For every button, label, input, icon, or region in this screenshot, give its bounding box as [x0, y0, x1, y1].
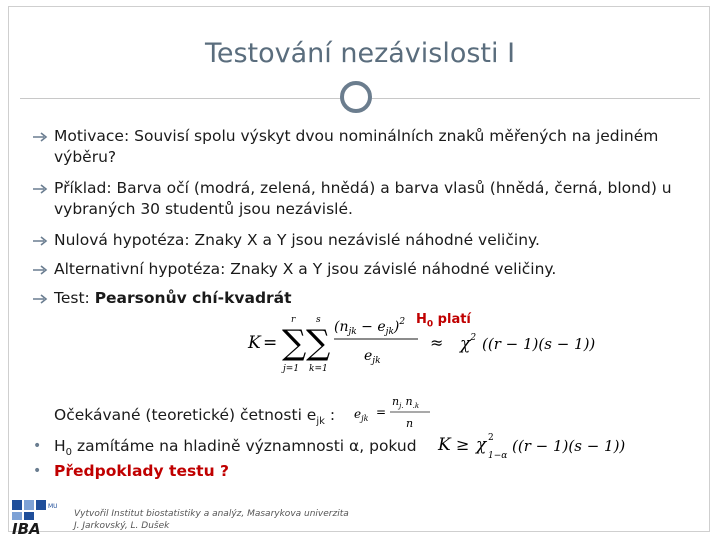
expected-frequency-formula — [352, 392, 434, 434]
arrow-bullet-icon — [32, 235, 50, 247]
arrow-bullet-icon — [32, 264, 50, 276]
svg-text:IBA: IBA — [12, 520, 41, 536]
svg-text:=: = — [376, 405, 387, 419]
svg-text:2: 2 — [488, 433, 494, 443]
svg-text:((r − 1)(s − 1)): ((r − 1)(s − 1)) — [512, 437, 626, 455]
dot-bullet-icon: • — [33, 438, 42, 454]
arrow-bullet-icon — [32, 293, 50, 305]
bullet-text: Test: — [54, 289, 95, 307]
arrow-bullet-icon — [32, 131, 50, 143]
formula-k: K — [248, 333, 261, 353]
sum-sign-icon: ∑ — [306, 323, 331, 363]
svg-text:n: n — [406, 417, 414, 430]
sum-lower-k: k=1 — [309, 364, 328, 374]
rejection-formula — [436, 426, 634, 464]
footer-credit: Vytvořil Institut biostatistiky a analýz, Masarykova univerzita J. Jarkovský, L. Dušek — [74, 509, 349, 531]
svg-text:ejk: $e_{jk}$ — [364, 348, 381, 366]
sum-lower-j: j=1 — [283, 364, 300, 374]
bullet-motivation — [20, 126, 658, 168]
bullet-test — [20, 288, 292, 309]
svg-text:χ2: $\chi^2$ — [460, 333, 477, 354]
bullet-text-cont: výběru? — [54, 148, 117, 166]
sum-upper-r: r — [291, 315, 296, 325]
svg-text:χ: χ — [476, 435, 487, 455]
chi-square-formula — [246, 312, 596, 374]
bullet-text-cont: vybraných 30 studentů jsou nezávislé. — [54, 200, 353, 218]
svg-text:=: = — [263, 333, 278, 353]
svg-text:≥: ≥ — [456, 435, 470, 454]
bullet-reject-rule: • $H_0$ zamítáme na hladině významnosti α, pokud — [33, 437, 417, 459]
slide-title: Testování nezávislosti I — [204, 38, 516, 69]
bullet-null-hypothesis — [20, 230, 540, 251]
sum-sign-icon: ∑ — [282, 323, 307, 363]
h0-holds-label: $H_0$ platí — [416, 312, 471, 330]
expected-frequencies-text: Očekávané (teoretické) četnosti $e_{jk}$ : — [54, 406, 336, 428]
bullet-text: Nulová hypotéza: Znaky X a Y jsou nezávislé náhodné veličiny. — [54, 231, 540, 249]
bullet-text: Motivace: Souvisí spolu výskyt dvou nominálních znaků měřených na jediném — [54, 127, 659, 145]
svg-text:nj.n.k: $n_{j.}$ $n_{.k}$ — [392, 395, 420, 410]
bullet-alt-hypothesis — [20, 259, 556, 280]
sum-upper-s: s — [316, 315, 321, 325]
svg-text:(njk − ejk)2: $(n_{jk} - e_{jk})^2$ — [334, 317, 406, 337]
arrow-bullet-icon — [32, 183, 50, 195]
dot-bullet-icon: • — [33, 463, 42, 479]
bullet-assumptions: • Předpoklady testu ? — [33, 462, 230, 480]
bullet-text: Příklad: Barva očí (modrá, zelená, hnědá) a barva vlasů (hnědá, černá, blond) u — [54, 179, 672, 197]
svg-text:1−α: 1−α — [488, 451, 508, 461]
svg-text:K: K — [438, 435, 451, 455]
test-name: Pearsonův chí-kvadrát — [94, 289, 292, 307]
approx-symbol: ≈ — [430, 333, 444, 352]
iba-logo-icon — [12, 500, 58, 536]
svg-text:ejk: $e_{jk}$ — [354, 407, 369, 423]
svg-text:MU: MU — [48, 503, 58, 510]
bullet-text: Alternativní hypotéza: Znaky X a Y jsou závislé náhodné veličiny. — [54, 260, 557, 278]
bullet-example — [20, 178, 672, 220]
ring-ornament-icon — [340, 81, 372, 113]
degrees-of-freedom: ((r − 1)(s − 1)) — [482, 335, 596, 353]
